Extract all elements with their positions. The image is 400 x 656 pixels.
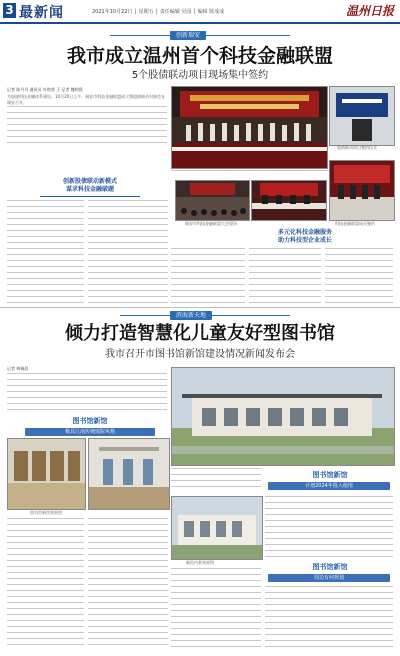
story1-body-col2 [7, 200, 84, 303]
page-header [0, 0, 400, 24]
photo-caption: 瑞安市科技金融联盟大会现场 [185, 221, 237, 226]
render-caption: 新馆内景效果图 [186, 560, 214, 565]
story1-body-col4 [171, 248, 245, 303]
render-caption: 图书馆新馆效果图 [30, 510, 62, 515]
render-image [172, 368, 394, 465]
photo-image [172, 87, 327, 168]
box2-title: 图书馆新馆 [312, 471, 348, 479]
render-library-interior [7, 438, 86, 510]
section-title: 最新闻 [19, 5, 64, 21]
story1-body-col6 [325, 248, 393, 303]
pullquote-2-line2: 助力科技型企业成长 [277, 237, 332, 244]
box1-subtitle: 极具江南传统庭院风格 [25, 428, 155, 436]
pullquote-1-line2: 谋求科技金融破题 [65, 186, 114, 193]
photo-members [329, 160, 395, 221]
story2-tag: 滨海新天地 [170, 311, 212, 320]
section-divider [0, 307, 400, 308]
story2-body-intro [7, 373, 167, 415]
photo-caption: 科技金融联盟成员签约 [335, 221, 375, 226]
masthead-logo: 温州日报 [345, 4, 394, 18]
box3-subtitle: 周边有何规划 [268, 574, 390, 582]
story2-subheadline: 我市召开市图书馆新馆建设情况新闻发布会 [105, 349, 295, 360]
story2-body-col3a [171, 468, 261, 492]
box1-title: 图书馆新馆 [72, 417, 108, 425]
story1-body-col1 [7, 106, 167, 148]
box2-subtitle: 计划2024年投入使用 [268, 482, 390, 490]
box3-title: 图书馆新馆 [312, 563, 348, 571]
story2-body-col5 [171, 568, 261, 650]
story2-body-col2 [88, 518, 168, 650]
page-number: 3 [3, 3, 16, 18]
pullquote-2-line1: 多元化科技金融服务 [277, 229, 332, 236]
story2-body-col4 [265, 496, 393, 558]
story1-subheadline: 5个股债联动项目现场集中签约 [131, 70, 269, 81]
photo-signing-table [251, 180, 327, 221]
header-rule [0, 22, 400, 24]
photo-signing-ceremony [171, 86, 328, 169]
page-meta: 2021年10月22日 │ 星期五 │ 责任编辑 吴园 │ 编辑 陈成成 [92, 9, 225, 15]
photo-presentation [329, 86, 395, 146]
story2-byline: 记者 林瑞晨 [7, 366, 29, 371]
render-library-exterior [171, 367, 395, 466]
render-image [89, 439, 169, 509]
photo-image [176, 181, 249, 220]
story1-byline: 记者 陈丹丹 通讯员 叶悦欣 王 记者 魏则强 [7, 87, 83, 92]
photo-forum-hall [175, 180, 250, 221]
story1-body-col5 [249, 248, 321, 303]
render-library-atrium [88, 438, 170, 510]
pullquote-1-line1: 创新股债联动新模式 [62, 178, 117, 185]
story1-lead: 为加速科技金融体系建设，10月20日上午，瑞安市科技金融联盟成立暨股债联动对接会在瑞安召开。 [7, 94, 166, 105]
story2-body-col6 [265, 586, 393, 650]
story1-tag: 创新瑞安 [170, 31, 206, 40]
story1-body-col3 [88, 200, 168, 303]
photo-image [252, 181, 326, 220]
story1-headline: 我市成立温州首个科技金融联盟 [66, 45, 333, 67]
render-image [8, 439, 85, 509]
pullquote-rule [40, 196, 140, 197]
photo-image [330, 87, 394, 145]
render-image [172, 497, 262, 559]
story2-body-col1 [7, 518, 84, 650]
story2-headline: 倾力打造智慧化儿童友好型图书馆 [65, 323, 335, 344]
photo-image [330, 161, 394, 220]
photo-caption: 股债联动项目签约仪式 [337, 145, 377, 150]
render-library-side [171, 496, 263, 560]
